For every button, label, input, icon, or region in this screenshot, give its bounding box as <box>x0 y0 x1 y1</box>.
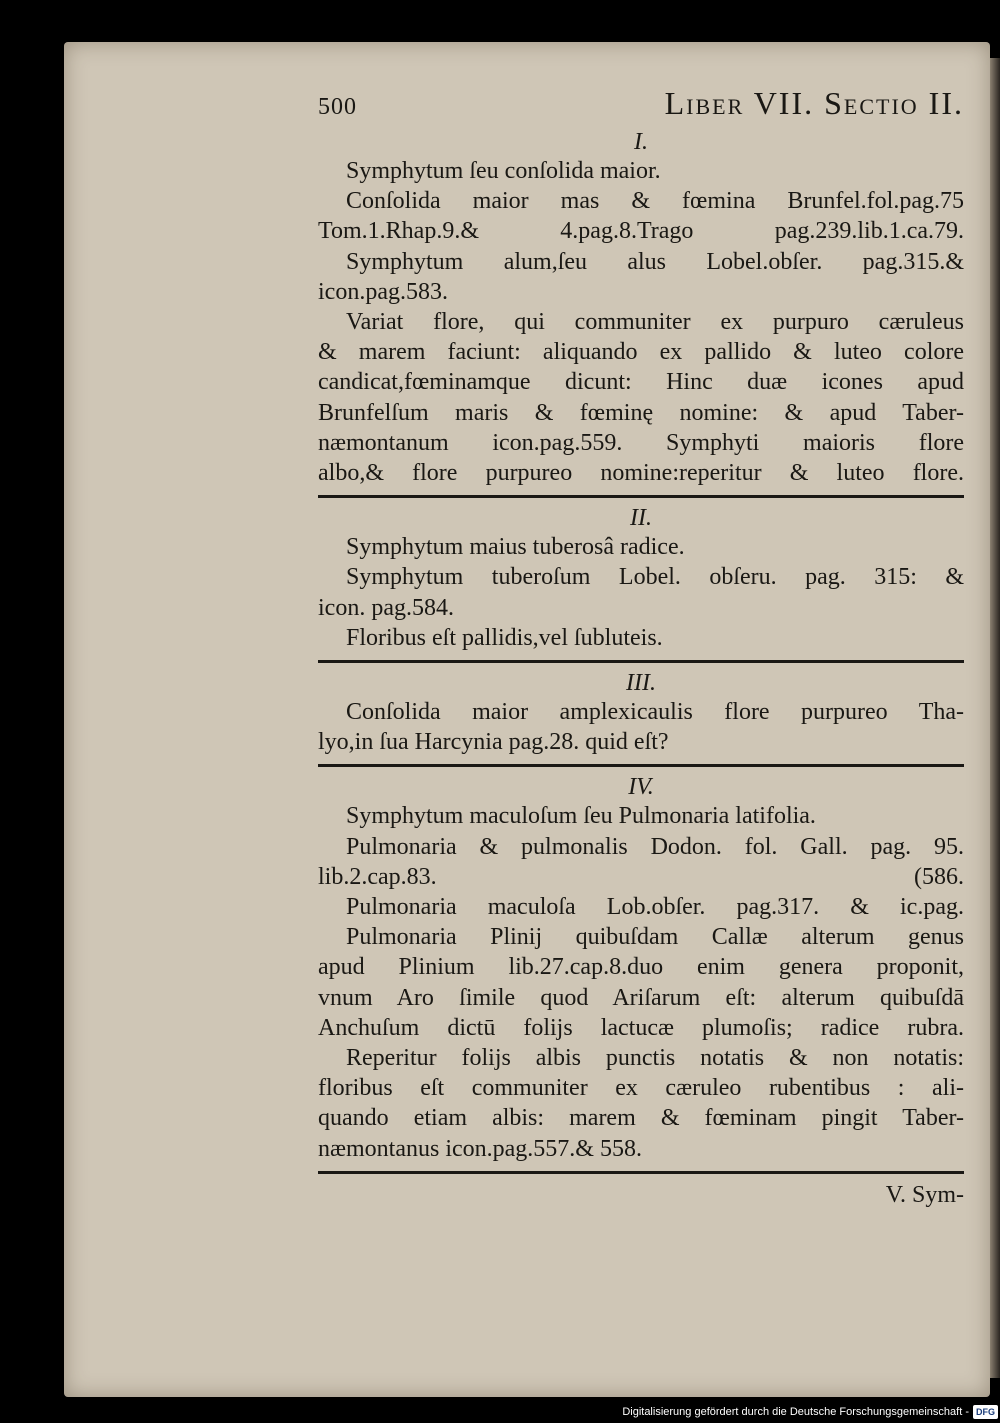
text-line: næmontanus icon.pag.557.& 558. <box>318 1135 642 1162</box>
text-line: Conſolida maior amplexicaulis flore purpureo Tha- <box>346 699 964 726</box>
section-divider <box>318 495 964 498</box>
text-line: albo,& flore purpureo nomine:reperitur & luteo flore. <box>318 460 964 487</box>
text-fragment: (586. <box>914 863 964 890</box>
text-line: icon. pag.584. <box>318 594 454 621</box>
text-line: Symphytum ſeu conſolida maior. <box>346 158 661 184</box>
text-line: Tom.1.Rhap.9.& 4.pag.8.Trago pag.239.lib.1.ca.79. <box>318 218 964 245</box>
text-line: Reperitur folijs albis punctis notatis & non notatis: <box>346 1045 964 1072</box>
text-line: Pulmonaria Plinij quibuſdam Callæ alterum genus <box>346 924 964 951</box>
dfg-logo: DFG <box>973 1405 998 1419</box>
text-line <box>318 862 964 892</box>
section-numeral: III. <box>626 670 656 697</box>
running-title: Liber VII. Sectio II. <box>664 85 964 121</box>
text-line: lyo,in ſua Harcynia pag.28. quid eſt? <box>318 729 669 756</box>
section-numeral: I. <box>634 129 648 155</box>
catchword: V. Sym- <box>885 1181 964 1208</box>
text-line: Pulmonaria & pulmonalis Dodon. fol. Gall. pag. 95. <box>346 833 964 860</box>
text-line: icon.pag.583. <box>318 278 448 305</box>
text-line: vnum Aro ſimile quod Ariſarum eſt: alterum quibuſdā <box>318 984 964 1011</box>
digitization-footer <box>600 1403 998 1421</box>
page-edge <box>990 58 1000 1378</box>
text-line: Symphytum tuberoſum Lobel. obſeru. pag. 315: & <box>346 564 964 591</box>
text-line: Brunfelſum maris & fœminę nomine: & apud Taber- <box>318 399 964 426</box>
footer-text: Digitalisierung gefördert durch die Deutsche Forschungsgemeinschaft - <box>622 1406 969 1418</box>
text-line: Symphytum maculoſum ſeu Pulmonaria latifolia. <box>346 803 816 830</box>
section-divider <box>318 764 964 767</box>
section-divider <box>318 1171 964 1174</box>
text-line: Pulmonaria maculoſa Lob.obſer. pag.317. & ic.pag. <box>346 894 964 921</box>
text-line: quando etiam albis: marem & fœminam pingit Taber- <box>318 1105 964 1132</box>
section-numeral: II. <box>630 505 652 532</box>
text-line: Conſolida maior mas & fœmina Brunfel.fol.pag.75 <box>346 188 964 215</box>
text-line: Anchuſum dictū folijs lactucæ plumoſis; radice rubra. <box>318 1014 964 1041</box>
section-divider <box>318 660 964 663</box>
text-line: & marem faciunt: aliquando ex pallido & luteo colore <box>318 339 964 366</box>
page-text <box>318 85 964 1210</box>
text-fragment: lib.2.cap.83. <box>318 863 437 890</box>
text-line: Symphytum maius tuberosâ radice. <box>346 534 685 561</box>
text-line: Symphytum alum,ſeu alus Lobel.obſer. pag.315.& <box>346 248 964 275</box>
text-line: Variat flore, qui communiter ex purpuro cæruleus <box>346 309 964 336</box>
section-numeral: IV. <box>628 774 654 801</box>
text-line: floribus eſt communiter ex cæruleo rubentibus : ali- <box>318 1075 964 1102</box>
text-line: candicat,fœminamque dicunt: Hinc duæ icones apud <box>318 369 964 396</box>
text-line: næmontanum icon.pag.559. Symphyti maioris flore <box>318 429 964 456</box>
page-number: 500 <box>318 94 357 120</box>
text-line: Floribus eſt pallidis,vel ſubluteis. <box>346 624 663 651</box>
running-header <box>318 85 964 128</box>
text-line: apud Plinium lib.27.cap.8.duo enim genera proponit, <box>318 954 964 981</box>
